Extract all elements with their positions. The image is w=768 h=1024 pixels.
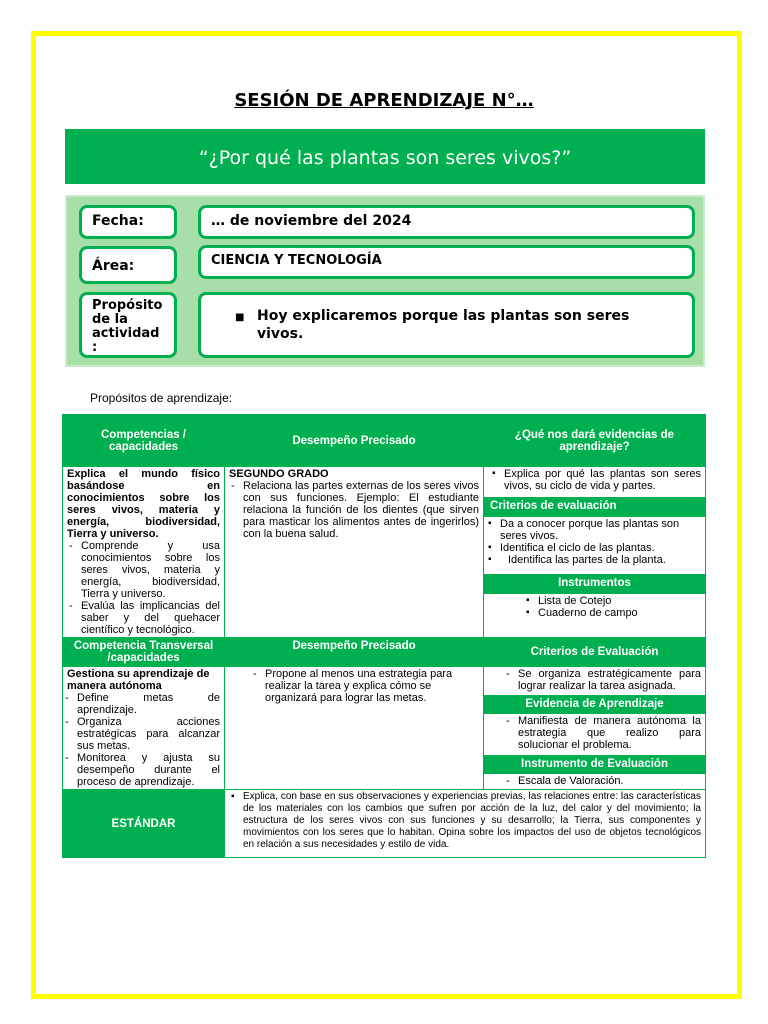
criterio-2-list (488, 668, 701, 692)
learning-table (62, 414, 706, 858)
estandar-text: ▪ Explica, con base en sus observaciones y experiencias previas, las relaciones entre: las características de los materiales con los cambios que sufren por acción de la luz, del calor y del movimiento; la estructura de los seres vivos con sus funciones y su desarrollo; la Tierra, sus componentes y movimientos con los seres que lo habitan. Opina sobre los impactos del uso de objetos tecnológicos en relación a sus necesidades y estilo de vida. (243, 791, 701, 851)
header-evidencias: ¿Qué nos dará evidencias de aprendizaje? (484, 415, 706, 467)
header-desempeno-2: Desempeño Precisado (225, 638, 484, 667)
criterio-2-cell (484, 667, 706, 696)
transversal-desempeno-list (229, 668, 479, 704)
evidencia-list (488, 468, 701, 492)
competencia-title: Explica el mundo físico basándose en conocimientos sobre los seres vivos, materia y energía, biodiversidad, Tierra y universo. (67, 468, 220, 540)
list-item: ▪ Identifica las partes de la planta. (500, 554, 701, 566)
list-item: - Monitorea y ajusta su desempeño durante el proceso de aprendizaje. (77, 752, 220, 788)
list-item: - Define metas de aprendizaje. (77, 692, 220, 716)
proposito-label-4: : (92, 340, 98, 355)
area-value-box (198, 245, 695, 279)
list-item: ▪ Da a conocer porque las plantas son seres vivos. (500, 518, 701, 542)
header-competencia-transversal: Competencia Transversal /capacidades (63, 638, 225, 667)
estandar-cell (225, 790, 706, 858)
proposito-value-box (198, 292, 695, 358)
transversal-desempeno: - Propone al menos una estrategia para realizar la tarea y explica cómo se organizará para lograr las metas. (265, 668, 479, 704)
desempeno-list (229, 480, 479, 540)
list-item: - Evalúa las implicancias del saber y del quehacer científico y tecnológico. (81, 600, 220, 636)
list-item: ▪ Identifica el ciclo de las plantas. (500, 542, 701, 554)
evidencia-cell (484, 467, 706, 498)
proposito-bullet-icon: ■ (235, 312, 245, 323)
instrumentos-cell (484, 593, 706, 637)
proposito-label-1: Propósito (92, 298, 163, 313)
evidencia-2-heading: Evidencia de Aprendizaje (484, 695, 706, 713)
transversal-title: Gestiona su aprendizaje de manera autónoma (67, 668, 210, 692)
estandar-label: ESTÁNDAR (63, 790, 225, 858)
fecha-value-box (198, 205, 695, 239)
transversal-desempeno-cell (225, 667, 484, 790)
criterios-heading: Criterios de evaluación (484, 497, 706, 516)
evidencia-2-list (488, 715, 701, 751)
session-title: SESIÓN DE APRENDIZAJE N°… (234, 90, 534, 111)
header-criterios-2: Criterios de Evaluación (484, 638, 706, 667)
list-item: - Comprende y usa conocimientos sobre los seres vivos, materia y energía, biodiversidad, Tierra y universo. (81, 540, 220, 600)
transversal-list (67, 692, 220, 788)
list-item: - Manifiesta de manera autónoma la estrategia que realizo para solucionar el problema. (518, 715, 701, 751)
header-desempeno: Desempeño Precisado (225, 415, 484, 467)
instrumento-2-cell (484, 773, 706, 789)
desempeno-text: - Relaciona las partes externas de los seres vivos con sus funciones. Ejemplo: El estudiante relaciona la función de los dientes (que sirven para masticar los alimentos antes de ingerirlos) con la buena salud. (243, 480, 479, 540)
evidencia-2-cell (484, 714, 706, 756)
fecha-value: … de noviembre del 2024 (211, 213, 412, 229)
list-item: ▪ Cuaderno de campo (538, 607, 701, 619)
fecha-label: Fecha: (92, 213, 144, 229)
list-item: ▪ Lista de Cotejo (538, 595, 701, 607)
header-competencias: Competencias / capacidades (63, 415, 225, 467)
criterios-cell (484, 516, 706, 574)
desempeno-cell (225, 467, 484, 638)
estandar-list (229, 791, 701, 851)
area-label-box (79, 246, 177, 284)
purpose-heading: Propósitos de aprendizaje: (90, 391, 233, 405)
proposito-label-3: actividad (92, 326, 160, 341)
instrumentos-list (488, 595, 701, 619)
instrumentos-heading: Instrumentos (484, 574, 706, 593)
transversal-cell (63, 667, 225, 790)
proposito-value: Hoy explicaremos porque las plantas son seres vivos. (257, 308, 630, 342)
question-banner: “¿Por qué las plantas son seres vivos?” (65, 129, 705, 184)
proposito-label-2: de la (92, 312, 128, 327)
proposito-label-box (79, 292, 177, 358)
list-item: - Escala de Valoración. (518, 775, 701, 787)
instrumento-2-heading: Instrumento de Evaluación (484, 755, 706, 773)
fecha-label-box (79, 205, 177, 239)
grado-label: SEGUNDO GRADO (229, 468, 329, 480)
instrumento-2-list (488, 775, 701, 787)
list-item: ▪ Explica por qué las plantas son seres vivos, su ciclo de vida y partes. (504, 468, 701, 492)
info-box (65, 195, 705, 367)
competencia-list (67, 540, 220, 636)
list-item: - Se organiza estratégicamente para lograr realizar la tarea asignada. (518, 668, 701, 692)
list-item: - Organiza acciones estratégicas para alcanzar sus metas. (77, 716, 220, 752)
area-label: Área: (92, 258, 135, 274)
criterios-list (488, 518, 701, 566)
area-value: CIENCIA Y TECNOLOGÍA (211, 253, 382, 268)
competencia-cell (63, 467, 225, 638)
